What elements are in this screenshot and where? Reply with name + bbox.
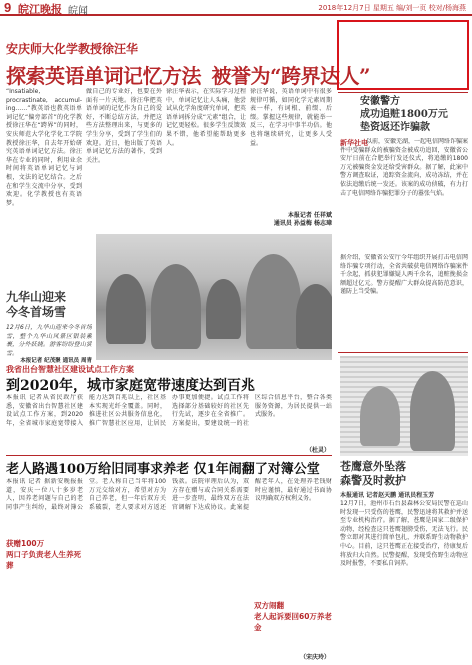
eagle-story-body: 12月7日，池州市石台县森林公安局民警在巡山时发现一只受伤的苍鹰，民警迅速将其救护并送至专业机构治疗。据了解，苍鹰是国家二级保护动物，经检查这只苍鹰翅膀受伤，无法飞行。民警立即对其进行简单包扎，并联系野生动物救护中心。目前，这只苍鹰正在接受治疗，待康复后将放归大自然。民警提醒，发现受伤野生动物应及时报警，不要私自饲养。 [340, 500, 468, 568]
city-story-headline: 到2020年，城市家庭宽带速度达到百兆 [6, 378, 255, 394]
city-story-body: 本报讯 记者从省民政厅获悉，安徽省出台智慧社区建设试点工作方案，到2020年，全省城市家庭宽带接入能力达到百兆以上，社区基本实现光纤全覆盖。同时，推进社区公共服务信息化，推广智慧社区应用，让居民办事更加便捷。试点工作将选择部分基础较好的社区先行先试，逐步在全省推广。方案提出，要建设统一的社区综合信息平台，整合各类服务资源，为居民提供一站式服务。 [6, 394, 332, 427]
headline-part-b: 被誉为“跨界达人” [211, 64, 370, 88]
issue-meta: 2018年12月7日 星期五 编/刘一页 校对/杨海燕 [318, 4, 466, 12]
divider-3 [338, 352, 468, 353]
snow-story-body: 12月6日，九华山迎来今冬首场雪，整个九华山风景区银装素裹，分外妖娆。游客纷纷登山赏雪。 [6, 324, 92, 356]
top-story-col-3: 徐汪华表示，在实际学习过程中，单词记忆让人头痛，他尝试从化学角度研究单词，把英语单词拆分成“元素”组合，让记忆更轻松。很多学生反馈效果不错，他希望能帮助更多人。 [166, 88, 246, 147]
top-story-kicker: 安庆师大化学教授徐汪华 [6, 42, 139, 56]
top-story-credit: 本报记者 任祥斌 通讯员 孙益梅 杨志璋 [273, 212, 332, 227]
snow-story-title: 九华山迎来 今冬首场雪 [6, 290, 67, 319]
eagle-story-credit: 本报通讯 记者赵天鹏 通讯员程玉芳 [340, 492, 435, 499]
eagle-story-title: 苍鹰意外坠落 森警及时救护 [340, 460, 406, 487]
elder-story-body: 本报讯 记者 据新安晚报报道，安庆一位八十多岁老人，因养老问题与自己的老同事产生纠纷，最终对簿公堂。老人称自己当年将100万元交给对方，希望对方为自己养老，但一年后双方关系破裂，老人要求对方返还钱款。法院审理后认为，双方存在赠与或合同关系需要进一步查明，最终双方在法官调解下达成协议。此案提醒老年人，在处理养老钱财时应谨慎，最好通过书面协议明确双方权利义务。 [6, 478, 332, 511]
page-header [0, 0, 472, 16]
page-number: 9 [4, 0, 12, 15]
highlight-box [337, 20, 469, 90]
snow-story-credit: 本报记者 纪茂聚 通讯员 周青 [20, 358, 92, 364]
elder-subhead-2: 双方闹翻 老人起诉要回60万养老金 [254, 601, 332, 632]
elder-story-credit: （宋庆玲） [299, 654, 330, 661]
city-story-kicker: 我省出台智慧社区建设试点工作方案 [6, 365, 134, 374]
side-story-dateline: 新华社电 [340, 139, 368, 147]
headline-part-a: 探索英语单词记忆方法 [6, 64, 201, 88]
elder-story-headline: 老人路遇100万给旧同事求养老 仅1年闹翻了对簿公堂 [6, 462, 320, 477]
snow-photo [96, 234, 332, 360]
side-story-body: 以前，安徽芜湖，一起电信网络诈骗案件中受骗群众的被骗资金被成功追回，安徽省公安厅日前在合肥举行发还仪式，将追缴的1800万元被骗资金发还给受害群众。据了解，此案中警方调查取证，追踪资金流向，成功冻结，并在依法追缴后统一发还。该案的成功侦破，有力打击了电信网络诈骗犯罪分子的嚣张气焰。 [340, 138, 468, 197]
masthead: 皖江晚报 [18, 3, 62, 16]
eagle-photo [340, 356, 468, 456]
top-story-col-4: 徐汪华说，英语单词中有很多规律可循，如同化学元素周期表一样，有词根、前缀、后缀。掌握这些规律，就能举一反三，在学习中事半功倍。他也将继续研究，让更多人受益。 [250, 88, 332, 147]
top-story-col-2: 做自己的专业好，也要在外面有一片天地。徐汪华把英语单词的记忆作为自己的爱好，不断总结方法，并把这些方法整理出来，与更多的学生分享，受到了学生们的欢迎。近日，他出版了英语单词记忆方法的著作，受到关注。 [86, 88, 162, 164]
top-story-col-1: “Insatiable, procrastinate, accumul-ing……”教英语也教英语单词记忆“偏旁部首”的化学教授徐汪华在“跨界”的同时，安庆师范大学化学化工学院教授徐汪华，自去年开始研究英语单词记忆方法。徐汪华在专业的同时，利用业余时间将英语单词记忆与词根，文法的记忆结合。之后在和学生交流中分享，受到欢迎。化学教授也有英语梦。 [6, 88, 82, 207]
city-story-credit: （杜灵） [305, 447, 330, 454]
top-story-headline [6, 60, 370, 89]
side-story-body-2: 据介绍，安徽省公安厅今年组织开展打击电信网络诈骗专项行动，全省共破获电信网络诈骗案件千余起，抓获犯罪嫌疑人两千余名，追赃挽损金额超过亿元。警方提醒广大群众提高防范意识，谨防上当受骗。 [340, 254, 468, 296]
divider [338, 92, 468, 93]
divider-2 [6, 455, 332, 456]
side-story-title: 安徽警方 成功追赃1800万元 垫资返还诈骗款 [360, 96, 448, 133]
elder-subhead-1: 获赠100万 两口子负责老人生养死葬 [6, 538, 84, 571]
section-name: 皖闻 [68, 6, 88, 17]
